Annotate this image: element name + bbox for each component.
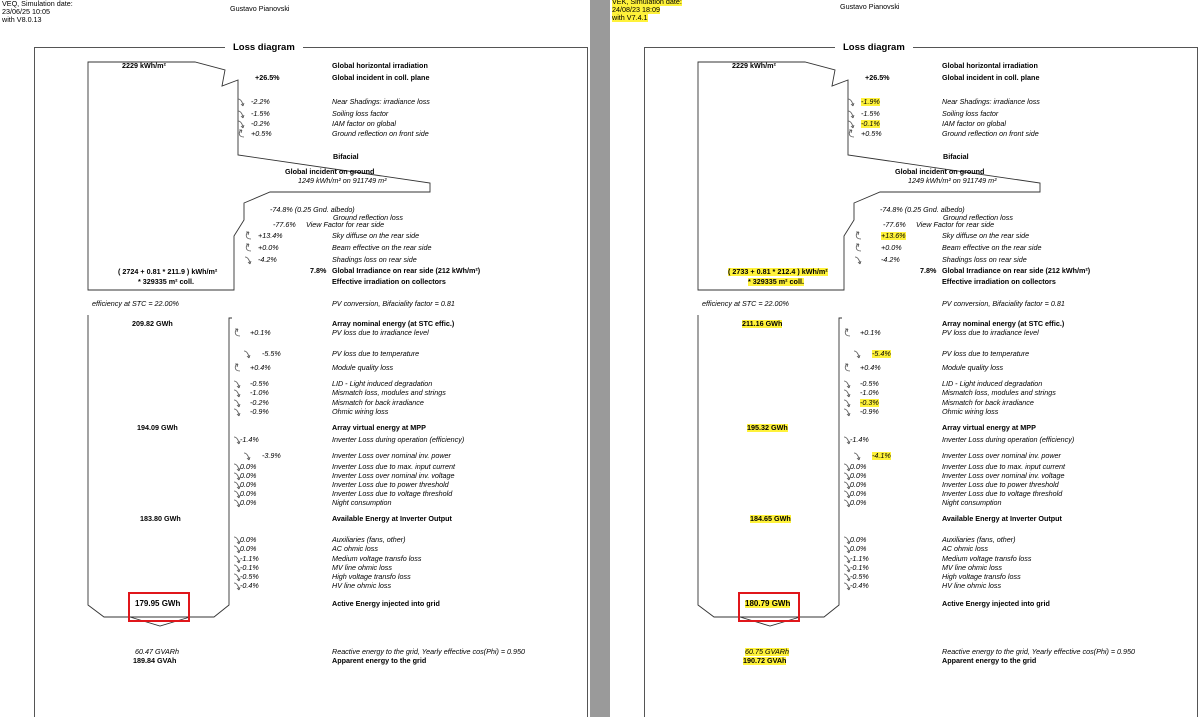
inverter-loss-percent: -4.1% xyxy=(872,451,891,460)
ac-loss-label: High voltage transfo loss xyxy=(332,572,411,581)
loss-diagram-title: Loss diagram xyxy=(835,42,913,53)
nominal-energy-value: 209.82 GWh xyxy=(132,319,173,328)
array-loss-label: Mismatch loss, modules and strings xyxy=(942,388,1056,397)
apparent-energy-value: 189.84 GVAh xyxy=(133,656,177,665)
array-loss-percent: +0.4% xyxy=(860,363,881,372)
stc-efficiency: efficiency at STC = 22.00% xyxy=(702,299,789,308)
mpp-energy-value: 195.32 GWh xyxy=(747,423,788,432)
page-gutter xyxy=(590,0,610,717)
loss-arrow-rear xyxy=(856,244,861,251)
inverter-loss-label: Inverter Loss over nominal inv. power xyxy=(942,451,1061,460)
grid-energy-callout xyxy=(738,592,800,622)
inverter-loss-label: Inverter Loss over nominal inv. voltage xyxy=(332,471,455,480)
loss-arrow-rear xyxy=(246,244,251,251)
ac-loss-label: Auxiliaries (fans, other) xyxy=(332,535,406,544)
rear-loss-label: Beam effective on the rear side xyxy=(332,243,432,252)
array-loss-label: Mismatch for back irradiance xyxy=(942,398,1034,407)
header-author: Gustavo Pianovski xyxy=(230,4,290,13)
array-loss-label: PV loss due to irradiance level xyxy=(332,328,429,337)
view-factor-label: View Factor for rear side xyxy=(306,220,385,229)
front-loss-label: IAM factor on global xyxy=(942,119,1006,128)
loss-arrow-array xyxy=(854,351,860,358)
inverter-loss-label: Inverter Loss over nominal inv. power xyxy=(332,451,451,460)
rear-irradiance-percent: 7.8% xyxy=(920,266,937,275)
view-factor-label: View Factor for rear side xyxy=(916,220,995,229)
gi-percent: +26.5% xyxy=(255,73,280,82)
report-page-right xyxy=(610,0,1200,717)
header-sim-date: 23/06/25 10:05 xyxy=(2,7,50,16)
array-loss-percent: +0.1% xyxy=(860,328,881,337)
loss-arrow-array xyxy=(234,400,240,407)
inverter-loss-percent: 0.0% xyxy=(240,462,257,471)
loss-arrow-inverter xyxy=(244,453,250,460)
array-loss-percent: -1.0% xyxy=(250,388,269,397)
front-loss-percent: -0.1% xyxy=(861,119,880,128)
inverter-loss-percent: 0.0% xyxy=(240,489,257,498)
loss-arrow-array xyxy=(235,364,240,371)
array-loss-percent: -0.9% xyxy=(860,407,879,416)
rear-loss-percent: +13.6% xyxy=(881,231,906,240)
header-sim-label: VEQ, Simulation date: xyxy=(2,0,73,8)
ac-loss-label: Auxiliaries (fans, other) xyxy=(942,535,1016,544)
energy-flow-shape xyxy=(88,315,232,617)
array-loss-percent: +0.1% xyxy=(250,328,271,337)
nominal-energy-label: Array nominal energy (at STC effic.) xyxy=(942,319,1065,328)
rear-loss-label: Sky diffuse on the rear side xyxy=(332,231,420,240)
ac-loss-label: Medium voltage transfo loss xyxy=(332,554,422,563)
loss-arrow-array xyxy=(844,390,850,397)
inverter-loss-percent: 0.0% xyxy=(850,480,867,489)
pv-conversion-label: PV conversion, Bifaciality factor = 0.81 xyxy=(332,299,455,308)
loss-arrow-front xyxy=(848,121,854,128)
header-sim-date: 24/08/23 18:09 xyxy=(612,5,660,14)
inverter-output-label: Available Energy at Inverter Output xyxy=(332,514,452,523)
loss-arrow-front xyxy=(848,111,854,118)
inverter-loss-label: Inverter Loss over nominal inv. voltage xyxy=(942,471,1065,480)
apparent-energy-label: Apparent energy to the grid xyxy=(942,656,1037,665)
front-loss-percent: -2.2% xyxy=(251,97,270,106)
ac-loss-percent: 0.0% xyxy=(850,544,867,553)
array-loss-percent: -0.5% xyxy=(250,379,269,388)
loss-arrow-front xyxy=(238,111,244,118)
gi-label: Global incident in coll. plane xyxy=(332,73,430,82)
gi-label: Global incident in coll. plane xyxy=(942,73,1040,82)
ac-loss-percent: -0.4% xyxy=(850,581,869,590)
grid-energy-label: Active Energy injected into grid xyxy=(942,599,1050,608)
loss-arrow-array xyxy=(844,381,850,388)
front-loss-percent: -1.9% xyxy=(861,97,880,106)
array-loss-label: LID - Light induced degradation xyxy=(332,379,433,388)
inverter-loss-label: Inverter Loss during operation (efficiency) xyxy=(332,435,465,444)
rear-loss-percent: -4.2% xyxy=(258,255,277,264)
array-loss-label: Ohmic wiring loss xyxy=(332,407,389,416)
rear-loss-percent: +0.0% xyxy=(258,243,279,252)
ground-incident-value: 1249 kWh/m² on 911749 m² xyxy=(908,176,997,185)
reactive-energy-label: Reactive energy to the grid, Yearly effective cos(Phi) = 0.950 xyxy=(942,647,1136,656)
ac-loss-percent: -0.5% xyxy=(240,572,259,581)
array-loss-label: PV loss due to temperature xyxy=(332,349,420,358)
albedo-loss: -74.8% (0.25 Gnd. albedo) xyxy=(880,205,965,214)
array-loss-percent: -5.4% xyxy=(872,349,891,358)
front-loss-percent: -1.5% xyxy=(861,109,880,118)
ac-loss-percent: 0.0% xyxy=(850,535,867,544)
inverter-output-value: 183.80 GWh xyxy=(140,514,181,523)
bifacial-title: Bifacial xyxy=(943,152,969,161)
inverter-loss-label: Night consumption xyxy=(942,498,1002,507)
loss-arrow-front xyxy=(848,99,854,106)
collector-area: * 329335 m² coll. xyxy=(138,277,194,286)
bifacial-title: Bifacial xyxy=(333,152,359,161)
apparent-energy-value: 190.72 GVAh xyxy=(743,656,787,665)
effective-irradiance-formula: ( 2724 + 0.81 * 211.9 ) kWh/m² xyxy=(118,267,218,276)
front-loss-percent: +0.5% xyxy=(251,129,272,138)
mpp-energy-label: Array virtual energy at MPP xyxy=(942,423,1036,432)
loss-flow-diagram xyxy=(0,0,590,717)
array-loss-label: PV loss due to irradiance level xyxy=(942,328,1039,337)
mpp-energy-value: 194.09 GWh xyxy=(137,423,178,432)
ac-loss-label: HV line ohmic loss xyxy=(942,581,1002,590)
ground-incident-value: 1249 kWh/m² on 911749 m² xyxy=(298,176,387,185)
array-loss-label: Mismatch for back irradiance xyxy=(332,398,424,407)
grid-energy-callout xyxy=(128,592,190,622)
ac-loss-label: Medium voltage transfo loss xyxy=(942,554,1032,563)
loss-arrow-front xyxy=(238,99,244,106)
gi-percent: +26.5% xyxy=(865,73,890,82)
ac-loss-percent: -0.1% xyxy=(850,563,869,572)
reactive-energy-value: 60.47 GVARh xyxy=(135,647,179,656)
ac-loss-percent: 0.0% xyxy=(240,535,257,544)
grid-energy-value: 180.79 GWh xyxy=(745,599,791,608)
ac-loss-label: HV line ohmic loss xyxy=(332,581,392,590)
array-loss-percent: +0.4% xyxy=(250,363,271,372)
array-loss-percent: -5.5% xyxy=(262,349,281,358)
rear-loss-label: Shadings loss on rear side xyxy=(332,255,417,264)
effective-irradiation-label: Effective irradiation on collectors xyxy=(942,277,1056,286)
effective-irradiation-label: Effective irradiation on collectors xyxy=(332,277,446,286)
view-factor-percent: -77.6% xyxy=(883,220,906,229)
loss-arrow-array xyxy=(235,329,240,336)
loss-arrow-array xyxy=(234,390,240,397)
ghi-value: 2229 kWh/m² xyxy=(122,61,166,70)
ac-loss-label: High voltage transfo loss xyxy=(942,572,1021,581)
inverter-loss-label: Inverter Loss during operation (efficiency) xyxy=(942,435,1075,444)
array-loss-percent: -0.3% xyxy=(860,398,879,407)
header-author: Gustavo Pianovski xyxy=(840,2,900,11)
inverter-loss-label: Inverter Loss due to power threshold xyxy=(942,480,1059,489)
inverter-loss-percent: -3.9% xyxy=(262,451,281,460)
rear-loss-label: Beam effective on the rear side xyxy=(942,243,1042,252)
ac-loss-percent: -1.1% xyxy=(850,554,869,563)
report-page-left xyxy=(0,0,590,717)
loss-diagram-title: Loss diagram xyxy=(225,42,303,53)
front-loss-label: Soiling loss factor xyxy=(332,109,389,118)
loss-arrow-rear xyxy=(856,232,861,239)
view-factor-percent: -77.6% xyxy=(273,220,296,229)
ac-loss-label: AC ohmic loss xyxy=(332,544,378,553)
effective-irradiance-formula: ( 2733 + 0.81 * 212.4 ) kWh/m² xyxy=(728,267,828,276)
pv-conversion-label: PV conversion, Bifaciality factor = 0.81 xyxy=(942,299,1065,308)
inverter-loss-percent: 0.0% xyxy=(850,489,867,498)
rear-loss-label: Sky diffuse on the rear side xyxy=(942,231,1030,240)
ac-loss-label: AC ohmic loss xyxy=(942,544,988,553)
loss-arrow-array xyxy=(844,409,850,416)
reactive-energy-value: 60.75 GVARh xyxy=(745,647,789,656)
rear-irradiance-percent: 7.8% xyxy=(310,266,327,275)
loss-arrow-array xyxy=(234,381,240,388)
ghi-label: Global horizontal irradiation xyxy=(332,61,428,70)
loss-flow-diagram xyxy=(610,0,1200,717)
ac-loss-percent: -0.5% xyxy=(850,572,869,581)
mpp-energy-label: Array virtual energy at MPP xyxy=(332,423,426,432)
ac-loss-percent: 0.0% xyxy=(240,544,257,553)
loss-arrow-array xyxy=(845,329,850,336)
header-sim-label: VEK, Simulation date: xyxy=(612,0,682,6)
inverter-output-value: 184.65 GWh xyxy=(750,514,791,523)
ac-loss-percent: -0.1% xyxy=(240,563,259,572)
inverter-loss-percent: 0.0% xyxy=(240,498,257,507)
front-loss-label: Near Shadings: irradiance loss xyxy=(942,97,1040,106)
ac-loss-percent: -0.4% xyxy=(240,581,259,590)
loss-arrow-front xyxy=(238,121,244,128)
array-loss-label: PV loss due to temperature xyxy=(942,349,1030,358)
collector-area: * 329335 m² coll. xyxy=(748,277,804,286)
inverter-loss-percent: -1.4% xyxy=(850,435,869,444)
nominal-energy-value: 211.16 GWh xyxy=(742,319,783,328)
array-loss-label: Module quality loss xyxy=(942,363,1004,372)
ac-loss-percent: -1.1% xyxy=(240,554,259,563)
array-loss-percent: -0.2% xyxy=(250,398,269,407)
ground-reflection-loss: Ground reflection loss xyxy=(943,213,1013,222)
loss-arrow-inverter xyxy=(854,453,860,460)
energy-flow-shape xyxy=(698,315,842,617)
ghi-label: Global horizontal irradiation xyxy=(942,61,1038,70)
inverter-loss-percent: -1.4% xyxy=(240,435,259,444)
stc-efficiency: efficiency at STC = 22.00% xyxy=(92,299,179,308)
ground-incident-title: Global incident on ground xyxy=(285,167,375,176)
array-loss-label: LID - Light induced degradation xyxy=(942,379,1043,388)
front-loss-percent: -1.5% xyxy=(251,109,270,118)
loss-arrow-array xyxy=(234,409,240,416)
reactive-energy-label: Reactive energy to the grid, Yearly effective cos(Phi) = 0.950 xyxy=(332,647,526,656)
array-loss-percent: -0.9% xyxy=(250,407,269,416)
inverter-loss-percent: 0.0% xyxy=(850,462,867,471)
front-loss-label: Soiling loss factor xyxy=(942,109,999,118)
inverter-output-label: Available Energy at Inverter Output xyxy=(942,514,1062,523)
loss-arrow-array xyxy=(244,351,250,358)
array-loss-label: Mismatch loss, modules and strings xyxy=(332,388,446,397)
rear-irradiance-label: Global Irradiance on rear side (212 kWh/m²) xyxy=(332,266,481,275)
ac-loss-label: MV line ohmic loss xyxy=(332,563,392,572)
loss-arrow-rear xyxy=(246,232,251,239)
front-loss-percent: -0.2% xyxy=(251,119,270,128)
inverter-loss-label: Inverter Loss due to max. input current xyxy=(332,462,456,471)
rear-irradiance-label: Global Irradiance on rear side (212 kWh/m²) xyxy=(942,266,1091,275)
grid-energy-value: 179.95 GWh xyxy=(135,599,181,608)
inverter-loss-label: Night consumption xyxy=(332,498,392,507)
inverter-loss-label: Inverter Loss due to power threshold xyxy=(332,480,449,489)
rear-loss-percent: -4.2% xyxy=(881,255,900,264)
loss-arrow-rear xyxy=(855,257,861,264)
inverter-loss-percent: 0.0% xyxy=(240,471,257,480)
loss-arrow-rear xyxy=(245,257,251,264)
inverter-loss-label: Inverter Loss due to max. input current xyxy=(942,462,1066,471)
inverter-loss-percent: 0.0% xyxy=(850,471,867,480)
header-version: with V7.4.1 xyxy=(612,13,648,22)
inverter-loss-percent: 0.0% xyxy=(240,480,257,489)
front-loss-label: Near Shadings: irradiance loss xyxy=(332,97,430,106)
loss-arrow-front xyxy=(849,130,854,137)
rear-loss-percent: +13.4% xyxy=(258,231,283,240)
front-loss-label: IAM factor on global xyxy=(332,119,396,128)
rear-loss-percent: +0.0% xyxy=(881,243,902,252)
ground-reflection-loss: Ground reflection loss xyxy=(333,213,403,222)
loss-arrow-front xyxy=(239,130,244,137)
array-loss-label: Module quality loss xyxy=(332,363,394,372)
front-loss-percent: +0.5% xyxy=(861,129,882,138)
front-loss-label: Ground reflection on front side xyxy=(942,129,1039,138)
loss-arrow-array xyxy=(844,400,850,407)
inverter-loss-label: Inverter Loss due to voltage threshold xyxy=(332,489,453,498)
inverter-loss-label: Inverter Loss due to voltage threshold xyxy=(942,489,1063,498)
ground-incident-title: Global incident on ground xyxy=(895,167,985,176)
grid-energy-label: Active Energy injected into grid xyxy=(332,599,440,608)
front-loss-label: Ground reflection on front side xyxy=(332,129,429,138)
loss-arrow-array xyxy=(845,364,850,371)
header-version: with V8.0.13 xyxy=(2,15,42,24)
ghi-value: 2229 kWh/m² xyxy=(732,61,776,70)
apparent-energy-label: Apparent energy to the grid xyxy=(332,656,427,665)
array-loss-percent: -1.0% xyxy=(860,388,879,397)
array-loss-percent: -0.5% xyxy=(860,379,879,388)
inverter-loss-percent: 0.0% xyxy=(850,498,867,507)
array-loss-label: Ohmic wiring loss xyxy=(942,407,999,416)
nominal-energy-label: Array nominal energy (at STC effic.) xyxy=(332,319,455,328)
albedo-loss: -74.8% (0.25 Gnd. albedo) xyxy=(270,205,355,214)
rear-loss-label: Shadings loss on rear side xyxy=(942,255,1027,264)
ac-loss-label: MV line ohmic loss xyxy=(942,563,1002,572)
